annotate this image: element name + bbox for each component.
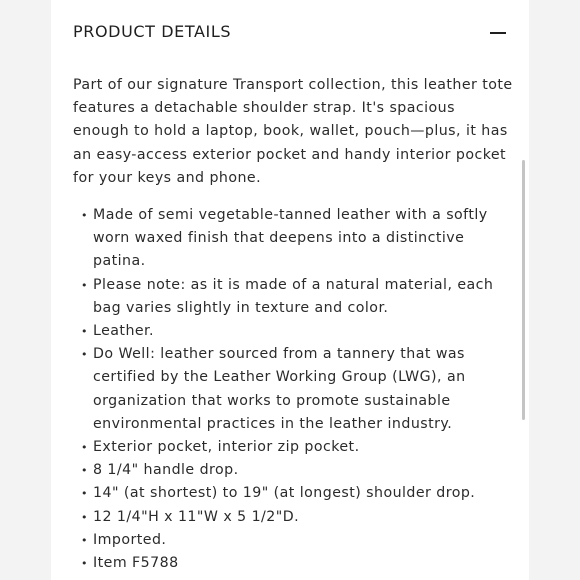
list-item: • Please note: as it is made of a natural material, each bag varies slightly in texture and color.: [73, 274, 513, 320]
list-item: • Exterior pocket, interior zip pocket.: [73, 436, 513, 459]
collapse-button[interactable]: [488, 20, 510, 44]
details-list: [73, 204, 513, 575]
list-item: • Item F5788: [73, 552, 513, 575]
list-item: • 8 1/4" handle drop.: [73, 459, 513, 482]
section-header[interactable]: [73, 20, 510, 46]
list-item: • 14" (at shortest) to 19" (at longest) shoulder drop.: [73, 482, 513, 505]
list-item: • Imported.: [73, 529, 513, 552]
minus-icon: [490, 32, 506, 34]
list-item: • Made of semi vegetable-tanned leather with a softly worn waxed finish that deepens into a distinctive patina.: [73, 204, 513, 274]
details-content: [73, 74, 513, 575]
product-description: Part of our signature Transport collection, this leather tote features a detachable shoulder strap. It's spacious enough to hold a laptop, book, wallet, pouch—plus, it has an easy-access exterior pocket and handy interior pocket for your keys and phone.: [73, 77, 513, 186]
product-details-panel: [51, 0, 529, 580]
list-item: • 12 1/4"H x 11"W x 5 1/2"D.: [73, 506, 513, 529]
list-item: • Leather.: [73, 320, 513, 343]
list-item: • Do Well: leather sourced from a tannery that was certified by the Leather Working Group (LWG), an organization that works to promote sustainable environmental practices in the leather industry.: [73, 343, 513, 436]
section-title: PRODUCT DETAILS: [73, 22, 232, 41]
scrollbar[interactable]: [522, 160, 525, 420]
